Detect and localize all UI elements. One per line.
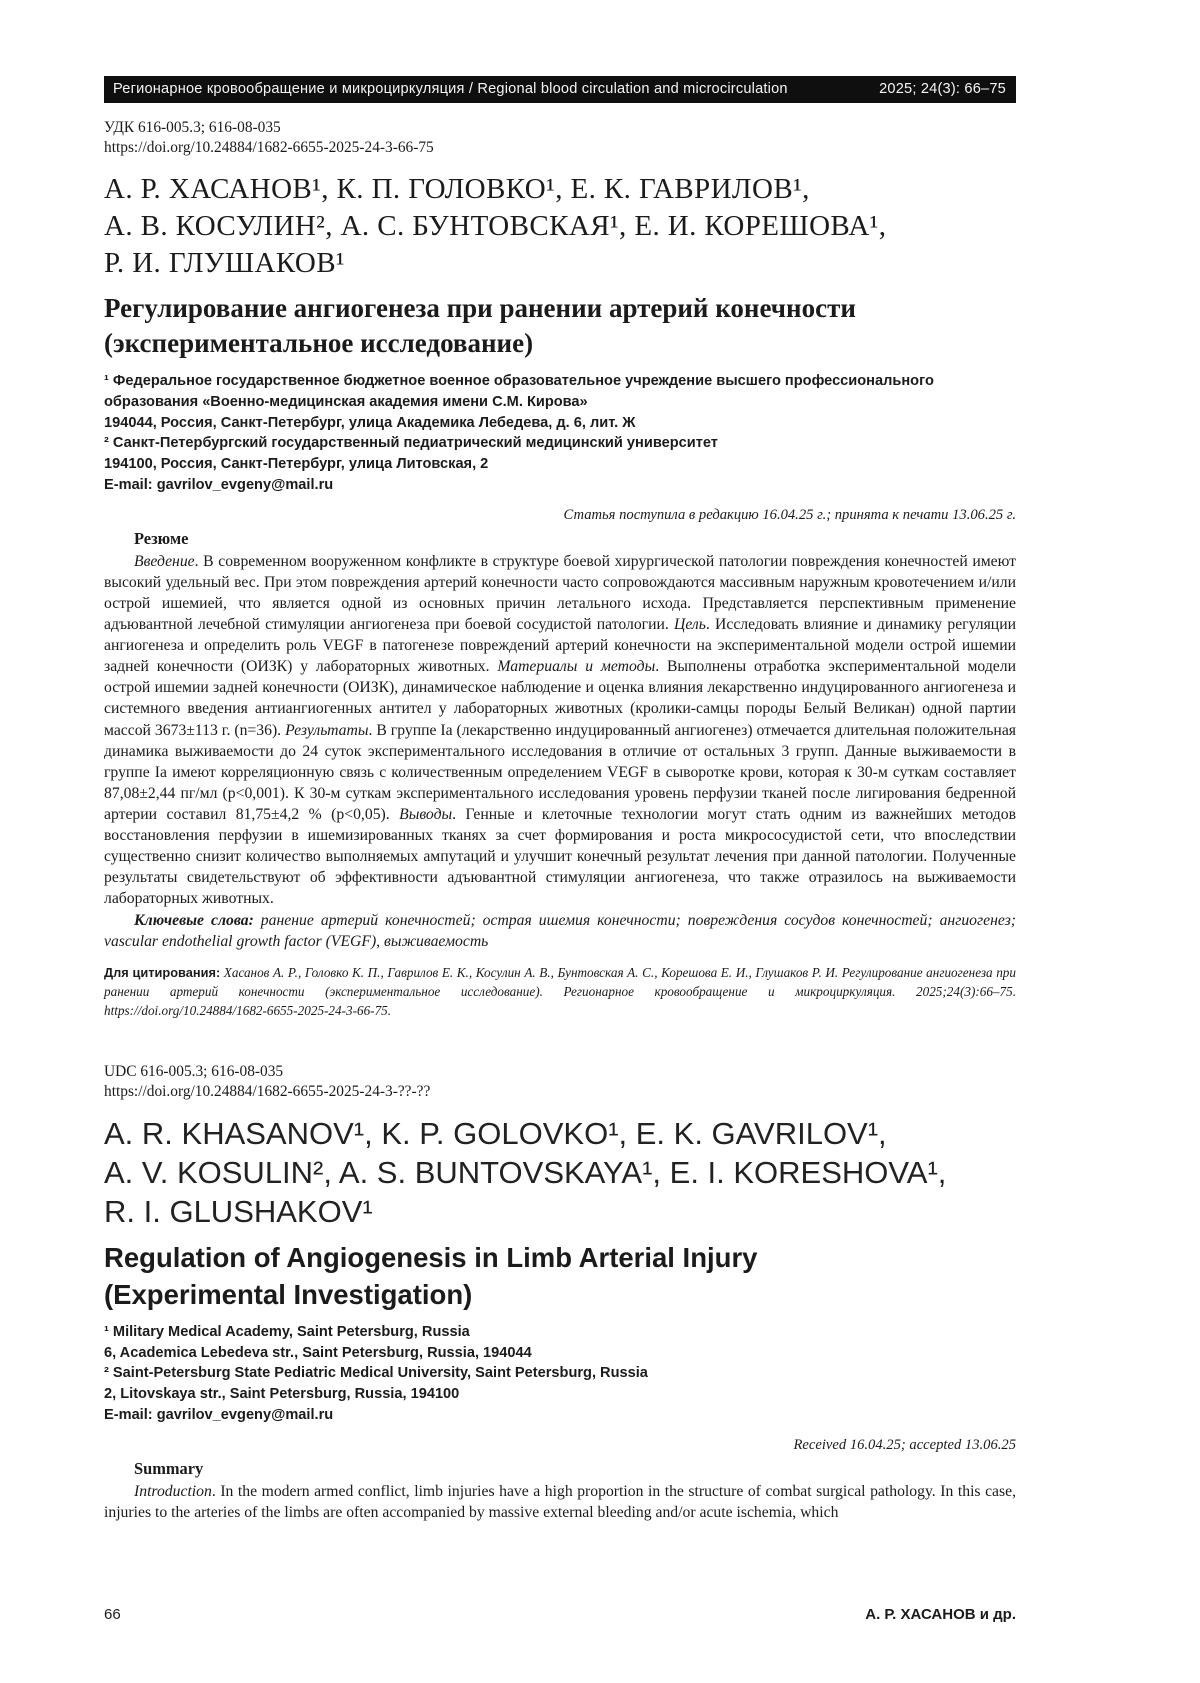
affiliation-line: ² Санкт-Петербургский государственный педиатрический медицинский университет (104, 435, 718, 452)
email-line-ru[interactable]: E-mail: gavrilov_evgeny@mail.ru (104, 476, 334, 493)
affiliation-line: 194100, Россия, Санкт-Петербург, улица Литовская, 2 (104, 456, 489, 473)
authors-en-line: A. V. KOSULIN², A. S. BUNTOVSKAYA¹, E. I. KORESHOVA¹, (104, 1155, 947, 1191)
page-footer (104, 1606, 1016, 1623)
running-authors: А. Р. ХАСАНОВ и др. (865, 1606, 1016, 1623)
abstract-en: Introduction. In the modern armed conflict, limb injuries have a high proportion in the structure of combat surgical pathology. In this case, injuries to the arteries of the limbs are often accompanied by massive external bleeding and/or acute ischemia, which (104, 1482, 1016, 1521)
udc-number-en: UDC 616-005.3; 616-08-035 (104, 1063, 284, 1081)
citation-ru (104, 963, 1016, 1020)
authors-en-line: R. I. GLUSHAKOV¹ (104, 1194, 373, 1230)
article-meta-en (104, 1062, 1016, 1102)
article-title-en (104, 1240, 1016, 1313)
article-title-en-line: Regulation of Angiogenesis in Limb Arterial Injury (104, 1242, 758, 1274)
article-page (104, 0, 1016, 1523)
article-title-ru-line: Регулирование ангиогенеза при ранении артерий конечности (104, 292, 856, 323)
article-title-ru (104, 291, 1016, 363)
doi-link-ru[interactable]: https://doi.org/10.24884/1682-6655-2025-24-3-66-75 (104, 139, 434, 157)
citation-text-ru: Хасанов А. Р., Головко К. П., Гаврилов Е. К., Косулин А. В., Бунтовская А. С., Корешова Е. И., Глушаков Р. И. Регулирование ангиогенеза при ранении артерий конечности (экспериментальное исследование). Регионарное кровообращение и микроциркуляция. 2025;24(3):66–75. https://doi.org/10.24884/1682-6655-2025-24-3-66-75. (104, 964, 1016, 1019)
authors-ru-line: А. Р. ХАСАНОВ¹, К. П. ГОЛОВКО¹, Е. К. ГАВРИЛОВ¹, (104, 173, 810, 206)
affiliations-ru (104, 371, 1016, 495)
affiliation-line: ¹ Федеральное государственное бюджетное военное образовательное учреждение высшего профессионального образования «Военно-медицинская академия имени С.М. Кирова» (104, 373, 934, 411)
doi-link-en[interactable]: https://doi.org/10.24884/1682-6655-2025-24-3-??-?? (104, 1083, 431, 1101)
authors-ru (104, 171, 1016, 281)
received-dates-en: Received 16.04.25; accepted 13.06.25 (793, 1436, 1016, 1453)
russian-section (104, 118, 1016, 1020)
journal-title: Регионарное кровообращение и микроциркуляция / Regional blood circulation and microcirculation (113, 81, 788, 97)
summary-heading-ru: Резюме (134, 528, 189, 548)
authors-ru-line: Р. И. ГЛУШАКОВ¹ (104, 246, 346, 279)
received-dates-ru: Статья поступила в редакцию 16.04.25 г.; принята к печати 13.06.25 г. (563, 506, 1016, 523)
abstract-ru: Введение. В современном вооруженном конфликте в структуре боевой хирургической патологии повреждения конечностей имеют высокий удельный вес. При этом повреждения артерий конечности часто сопровождаются массивным наружным кровотечением и/или острой ишемией, что является одной из основных причин летального исхода. Представляется перспективным применение адъювантной лечебной стимуляции ангиогенеза при боевой сосудистой патологии. Цель. Исследовать влияние и динамику регуляции ангиогенеза и определить роль VEGF в патогенезе повреждений артерий конечности на экспериментальной модели острой ишемии задней конечности (ОИЗК) у лабораторных животных. Материалы и методы. Выполнены отработка экспериментальной модели острой ишемии задней конечности (ОИЗК), динамическое наблюдение и оценка влияния лекарственно индуцированного ангиогенеза и системного введения антиангиогенных антител у лабораторных животных (кролики-самцы породы Белый Великан) одной партии массой 3673±113 г. (n=36). Результаты. В группе Iа (лекарственно индуцированный ангиогенез) отмечается длительная положительная динамика выживаемости до 24 суток экспериментального исследования в отличие от остальных 3 групп. Данные выживаемости в группе Iа имеют корреляционную связь с количественным определением VEGF в сыворотке крови, которая к 30-м суткам составляет 87,08±2,44 пг/мл (р<0,001). К 30-м суткам экспериментального исследования уровень перфузии тканей после лигирования бедренной артерии составил 81,75±4,2 % (р<0,05). Выводы. Генные и клеточные технологии могут стать одним из важнейших методов восстановления перфузии в ишемизированных тканях за счет формирования и роста микрососудистой сети, что впоследствии существенно снизит количество выполняемых ампутаций и улучшит конечный результат лечения при данной патологии. Полученные результаты свидетельствуют об эффективности адъювантной стимуляции ангиогенеза, что также отразилось на выживаемости лабораторных животных. (104, 552, 1017, 908)
issue-info: 2025; 24(3): 66–75 (879, 81, 1006, 97)
citation-label-ru: Для цитирования: (104, 964, 221, 980)
udc-number-ru: УДК 616-005.3; 616-08-035 (104, 119, 281, 136)
authors-en (104, 1114, 1016, 1231)
keywords-text-ru: ранение артерий конечностей; острая ишемия конечности; повреждения сосудов конечностей; ангиогенез; vascular endothelial growth factor (VEGF), выживаемость (104, 911, 1016, 950)
article-title-ru-line: (экспериментальное исследование) (104, 328, 534, 359)
email-line-en[interactable]: E-mail: gavrilov_evgeny@mail.ru (104, 1406, 334, 1423)
page-number: 66 (104, 1606, 121, 1623)
affiliation-line: 6, Academica Lebedeva str., Saint Petersburg, Russia, 194044 (104, 1344, 532, 1361)
keywords-label-ru: Ключевые слова: (134, 911, 254, 929)
keywords-ru (104, 910, 1016, 952)
affiliations-en (104, 1322, 1016, 1426)
affiliation-line: ² Saint-Petersburg State Pediatric Medical University, Saint Petersburg, Russia (104, 1365, 648, 1382)
english-section (104, 1062, 1016, 1523)
affiliation-line: 194044, Россия, Санкт-Петербург, улица Академика Лебедева, д. 6, лит. Ж (104, 414, 636, 431)
authors-ru-line: А. В. КОСУЛИН², А. С. БУНТОВСКАЯ¹, Е. И. КОРЕШОВА¹, (104, 209, 887, 242)
affiliation-line: ¹ Military Medical Academy, Saint Petersburg, Russia (104, 1323, 470, 1340)
article-title-en-line: (Experimental Investigation) (104, 1278, 473, 1310)
journal-header-bar (104, 76, 1016, 103)
article-meta-ru (104, 118, 1016, 158)
affiliation-line: 2, Litovskaya str., Saint Petersburg, Russia, 194100 (104, 1386, 460, 1403)
authors-en-line: A. R. KHASANOV¹, K. P. GOLOVKO¹, E. K. GAVRILOV¹, (104, 1116, 887, 1152)
summary-heading-en: Summary (134, 1458, 204, 1478)
